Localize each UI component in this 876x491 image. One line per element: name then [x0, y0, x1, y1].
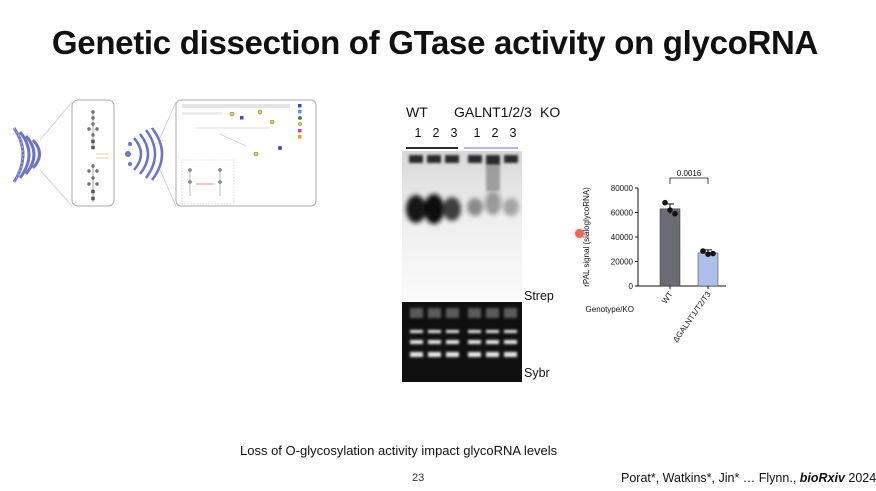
sybr-gel-image — [402, 302, 522, 382]
y-tick-label: 80000 — [610, 184, 633, 193]
data-point — [705, 251, 711, 257]
data-point — [710, 251, 716, 257]
y-tick-label: 20000 — [610, 257, 633, 267]
data-point — [700, 248, 706, 254]
lane-number: 1 — [473, 126, 481, 140]
lane-number: 2 — [491, 126, 499, 140]
slide-caption: Loss of O-glycosylation activity impact glycoRNA levels — [240, 443, 558, 458]
data-point — [662, 200, 668, 206]
strep-blot-image — [402, 151, 522, 301]
page-number: 23 — [412, 472, 425, 484]
citation — [621, 471, 876, 485]
strep-label: Strep — [524, 289, 554, 303]
y-axis-label: rPAL signal (sialoglycoRNA) — [582, 187, 591, 287]
slide-title: Genetic dissection of GTase activity on glycoRNA — [51, 24, 819, 61]
bar-chart — [574, 169, 744, 400]
sybr-label: Sybr — [524, 366, 550, 380]
lane-number: 3 — [450, 126, 458, 140]
bar-wt — [660, 209, 680, 286]
gel-group-wt-label: WT — [406, 104, 428, 120]
gel-group-ko-label: GALNT1/2/3 — [454, 104, 532, 120]
er-organelle-illustration — [125, 128, 162, 180]
x-axis-label: Genotype/KO — [585, 305, 634, 314]
lane-number: 2 — [432, 126, 440, 140]
citation-authors: Porat*, Watkins*, Jin* … Flynn., — [621, 471, 800, 485]
lane-number: 1 — [414, 126, 422, 140]
x-category-label: WT — [660, 289, 675, 306]
lane-number: 3 — [509, 126, 517, 140]
glycosylation-schematic-figure — [10, 98, 320, 210]
gel-ko-label: KO — [540, 104, 561, 120]
gel-panel — [398, 104, 568, 394]
citation-journal: bioRxiv — [799, 471, 845, 485]
ko-group-bar — [464, 147, 518, 149]
citation-year: 2024 — [844, 471, 876, 485]
data-point — [672, 211, 678, 217]
y-tick-label: 40000 — [610, 233, 633, 242]
wt-group-bar — [406, 147, 458, 149]
y-tick-label: 60000 — [610, 208, 633, 218]
data-point — [667, 207, 673, 213]
x-category-label: ΔGALNT1/T2/T3 — [671, 289, 713, 344]
y-tick-label: 0 — [628, 282, 633, 291]
bar-ko — [698, 253, 718, 286]
p-value-label: 0.0016 — [676, 169, 702, 178]
golgi-membrane-illustration — [14, 128, 40, 182]
